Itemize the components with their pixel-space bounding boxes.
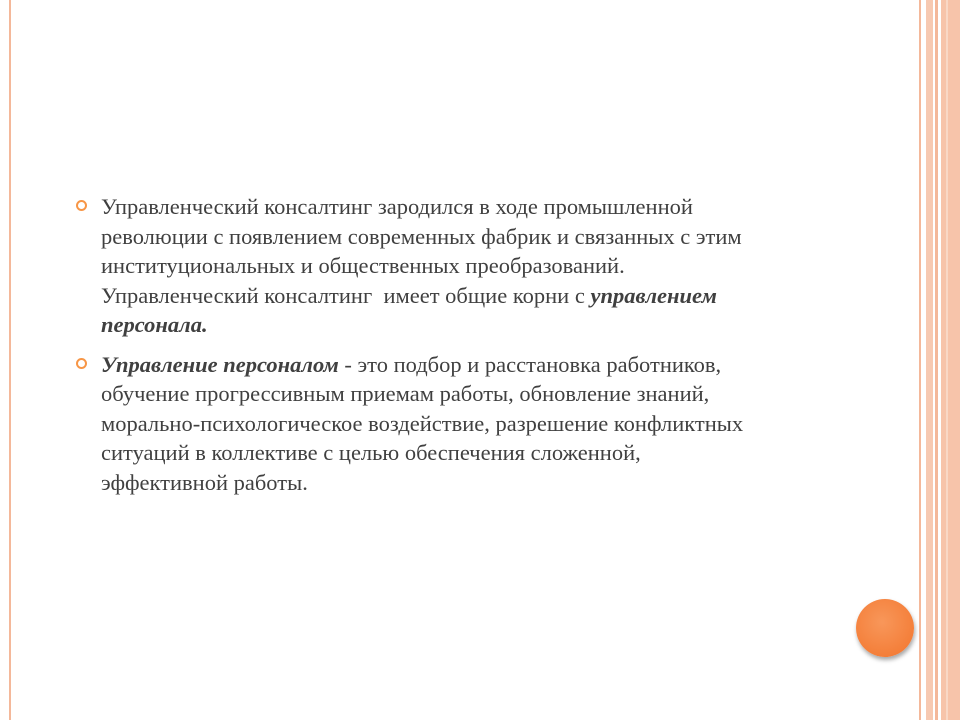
ring-bullet-icon xyxy=(76,200,87,211)
text-line: морально-психологическое воздействие, разрешение конфликтных xyxy=(101,410,744,436)
bullet-item xyxy=(76,192,856,340)
emphasis-text: управлением xyxy=(590,282,717,308)
right-stripe xyxy=(919,0,921,720)
text-line: эффективной работы. xyxy=(101,469,308,495)
text-line: ситуаций в коллективе с целью обеспечения сложенной, xyxy=(101,440,641,465)
bullet-item xyxy=(76,350,856,498)
term-text: Управление персоналом xyxy=(101,351,339,377)
frame-left-line xyxy=(9,0,11,720)
right-stripe xyxy=(935,0,938,720)
right-stripe xyxy=(941,0,960,720)
text-line: революции с появлением современных фабрик и связанных с этим xyxy=(101,223,742,249)
ring-bullet-icon xyxy=(76,358,87,369)
right-stripe xyxy=(926,0,933,720)
text-line: Управленческий консалтинг зародился в ходе промышленной xyxy=(101,194,693,219)
right-stripe xyxy=(946,0,948,720)
text-line: - это подбор и расстановка работников, xyxy=(338,351,722,377)
text-line: институциональных и общественных преобразований. xyxy=(101,253,625,278)
emphasis-text: персонала. xyxy=(101,312,208,337)
text-line: Управленческий консалтинг имеет общие корни с xyxy=(101,282,591,308)
slide-body xyxy=(76,192,856,507)
text-line: обучение прогрессивным приемам работы, обновление знаний, xyxy=(101,381,710,406)
orange-circle-icon[interactable] xyxy=(856,599,914,657)
